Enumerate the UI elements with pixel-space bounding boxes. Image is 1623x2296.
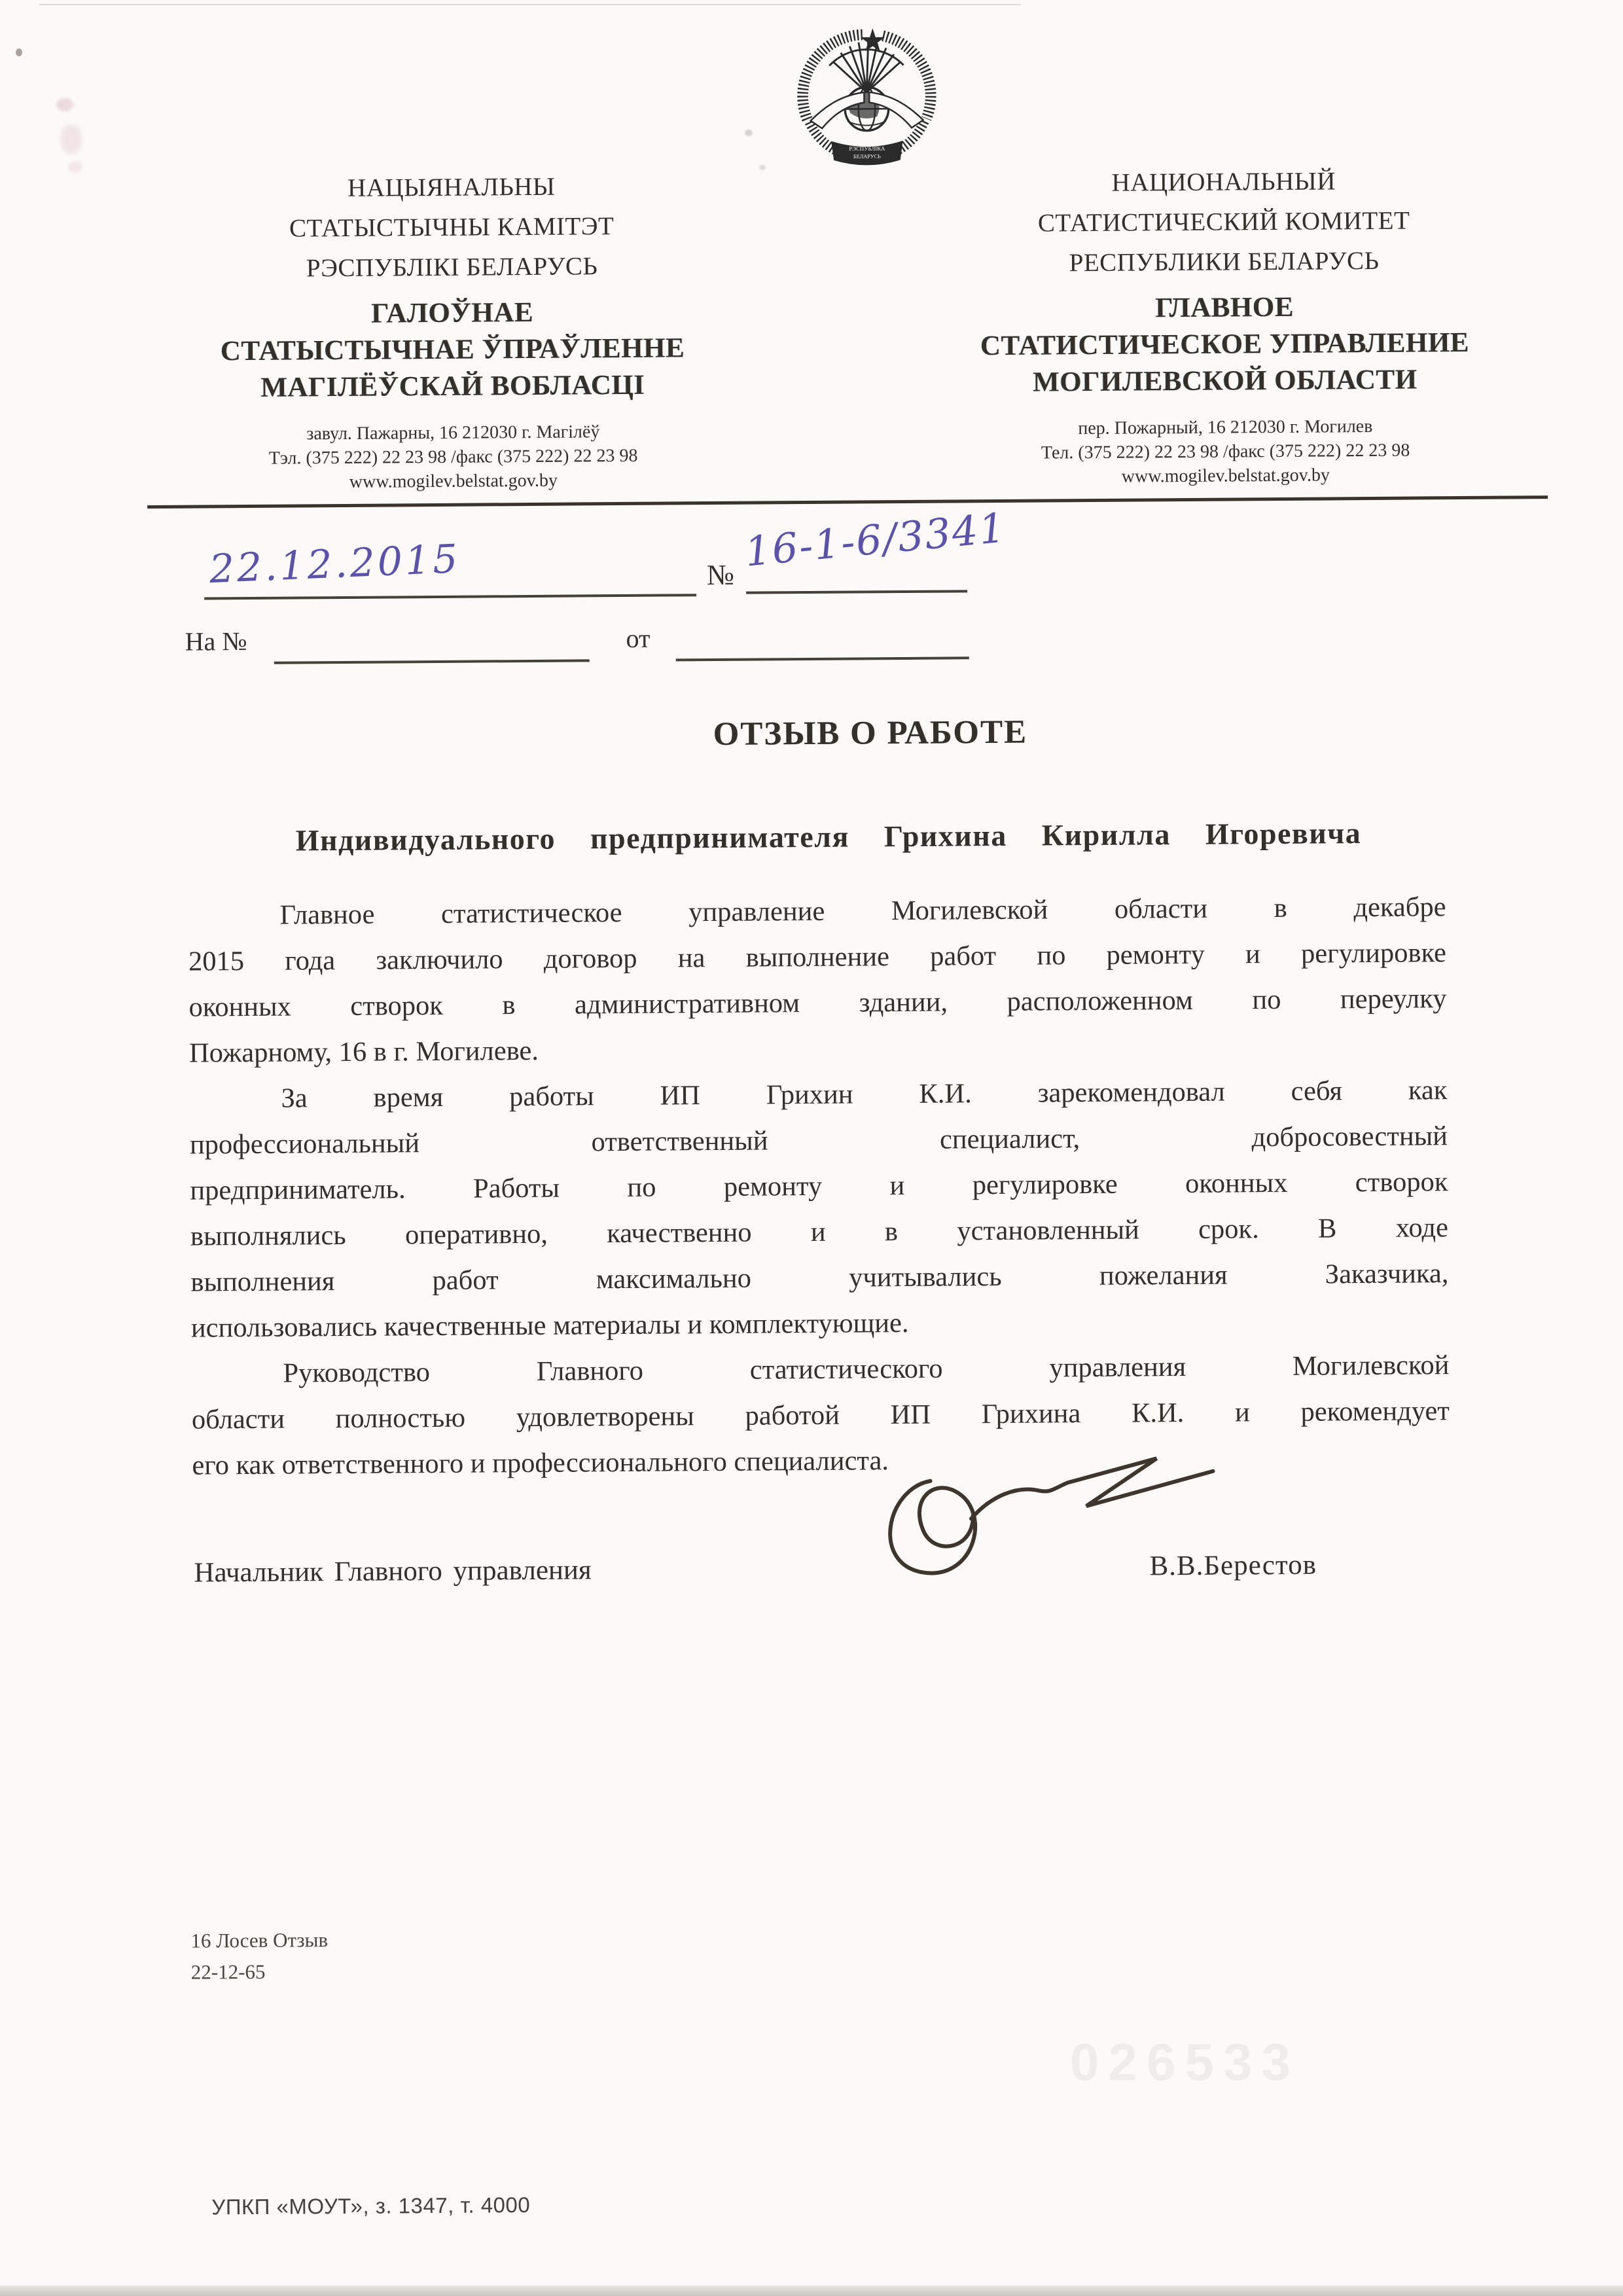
body-line: области полностью удовлетворены работой ИП Грихина К.И. и рекомендует xyxy=(191,1395,1450,1435)
svg-text:БЕЛАРУСЬ: БЕЛАРУСЬ xyxy=(853,153,881,160)
org-line: НАЦЫЯНАЛЬНЫ xyxy=(347,172,556,202)
address-line: завул. Пажарны, 16 212030 г. Магілёў xyxy=(306,422,600,444)
number-sign-label: № xyxy=(706,558,735,592)
body-line: Руководство Главного статистического управления Могилевской xyxy=(283,1350,1450,1389)
letterhead-divider xyxy=(147,495,1548,509)
org-line: СТАТИСТИЧЕСКИЙ КОМИТЕТ xyxy=(1037,206,1410,238)
org-name-ru xyxy=(897,160,1552,284)
address-line: Тел. (375 222) 22 23 98 /факс (375 222) 22 23 98 xyxy=(1041,440,1410,463)
reply-number-blank-line xyxy=(274,659,590,664)
dept-name-by xyxy=(151,293,754,407)
body-line: его как ответственного и профессионального специалиста. xyxy=(192,1445,889,1481)
handwritten-date: 22.12.2015 xyxy=(208,536,461,593)
dept-line: СТАТЫСТЫЧНАЕ ЎПРАЎЛЕННЕ xyxy=(220,332,685,367)
address-by xyxy=(152,419,755,495)
body-line: За время работы ИП Грихин К.И. зарекомендовал себя как xyxy=(281,1075,1448,1114)
executor-note xyxy=(190,1924,328,1988)
signer-position-title: Начальник Главного управления xyxy=(194,1554,592,1588)
svg-text:РЭСПУБЛІКА: РЭСПУБЛІКА xyxy=(849,145,885,152)
number-blank-line xyxy=(746,590,967,594)
address-line: пер. Пожарный, 16 212030 г. Могилев xyxy=(1078,416,1373,439)
dept-name-ru xyxy=(897,287,1552,402)
body-line: оконных створок в административном здании, расположенном по переулку xyxy=(188,983,1447,1023)
dept-line: ГЛАВНОЕ xyxy=(1155,291,1294,324)
org-line: РЭСПУБЛІКІ БЕЛАРУСЬ xyxy=(306,252,598,283)
body-line: профессиональный ответственный специалист, добросовестный xyxy=(189,1121,1448,1160)
address-ru xyxy=(898,413,1553,490)
body-line: 2015 года заключило договор на выполнение работ по ремонту и регулировке xyxy=(188,937,1447,977)
dept-line: МОГИЛЕВСКОЙ ОБЛАСТИ xyxy=(1032,364,1418,398)
body-line: использовались качественные материалы и комплектующие. xyxy=(190,1307,909,1344)
reply-date-blank-line xyxy=(676,656,969,661)
ghost-digits: 026533 xyxy=(1070,2033,1300,2091)
dept-line: ГАЛОЎНАЕ xyxy=(370,296,534,329)
address-line: Тэл. (375 222) 22 23 98 /факс (375 222) 22 23 98 xyxy=(268,445,638,469)
belarus-coat-of-arms-icon xyxy=(796,24,937,166)
letterhead-left xyxy=(151,166,755,495)
website-url: www.mogilev.belstat.gov.by xyxy=(1121,465,1330,487)
org-line: СТАТЫСТЫЧНЫ КАМІТЭТ xyxy=(289,212,615,243)
body-line: Пожарному, 16 в г. Могилеве. xyxy=(188,1035,539,1069)
executor-phone: 22-12-65 xyxy=(190,1960,266,1984)
dept-line: МАГІЛЁЎСКАЙ ВОБЛАСЦІ xyxy=(260,369,645,403)
org-name-by xyxy=(151,166,753,289)
letterhead-right xyxy=(897,160,1553,490)
print-shop-note: УПКП «МОУТ», з. 1347, т. 4000 xyxy=(211,2193,531,2219)
executor-note-line: 16 Лосев Отзыв xyxy=(190,1928,329,1952)
signer-name: В.В.Берестов xyxy=(1149,1549,1317,1582)
handwritten-ref-number: 16-1-6/3341 xyxy=(743,503,1008,576)
body-line: выполнялись оперативно, качественно и в установленный срок. В ходе xyxy=(190,1212,1449,1252)
org-line: РЕСПУБЛИКИ БЕЛАРУСЬ xyxy=(1069,246,1380,278)
body-line: Главное статистическое управление Могилевской области в декабре xyxy=(279,891,1446,931)
website-url: www.mogilev.belstat.gov.by xyxy=(349,470,558,492)
reply-from-label: от xyxy=(626,623,651,653)
body-line: предприниматель. Работы по ремонту и регулировке оконных створок xyxy=(190,1166,1448,1206)
letter-body xyxy=(188,884,1450,1488)
reply-to-number-label: На № xyxy=(185,626,247,656)
date-blank-line xyxy=(204,594,696,600)
document-title: ОТЗЫВ О РАБОТЕ xyxy=(713,713,1028,753)
org-line: НАЦИОНАЛЬНЫЙ xyxy=(1111,167,1336,197)
dept-line: СТАТИСТИЧЕСКОЕ УПРАВЛЕНИЕ xyxy=(980,327,1470,362)
body-line: выполнения работ максимально учитывались пожелания Заказчика, xyxy=(190,1258,1449,1298)
document-subject: Индивидуального предпринимателя Грихина Кирилла Игоревича xyxy=(295,816,1362,857)
